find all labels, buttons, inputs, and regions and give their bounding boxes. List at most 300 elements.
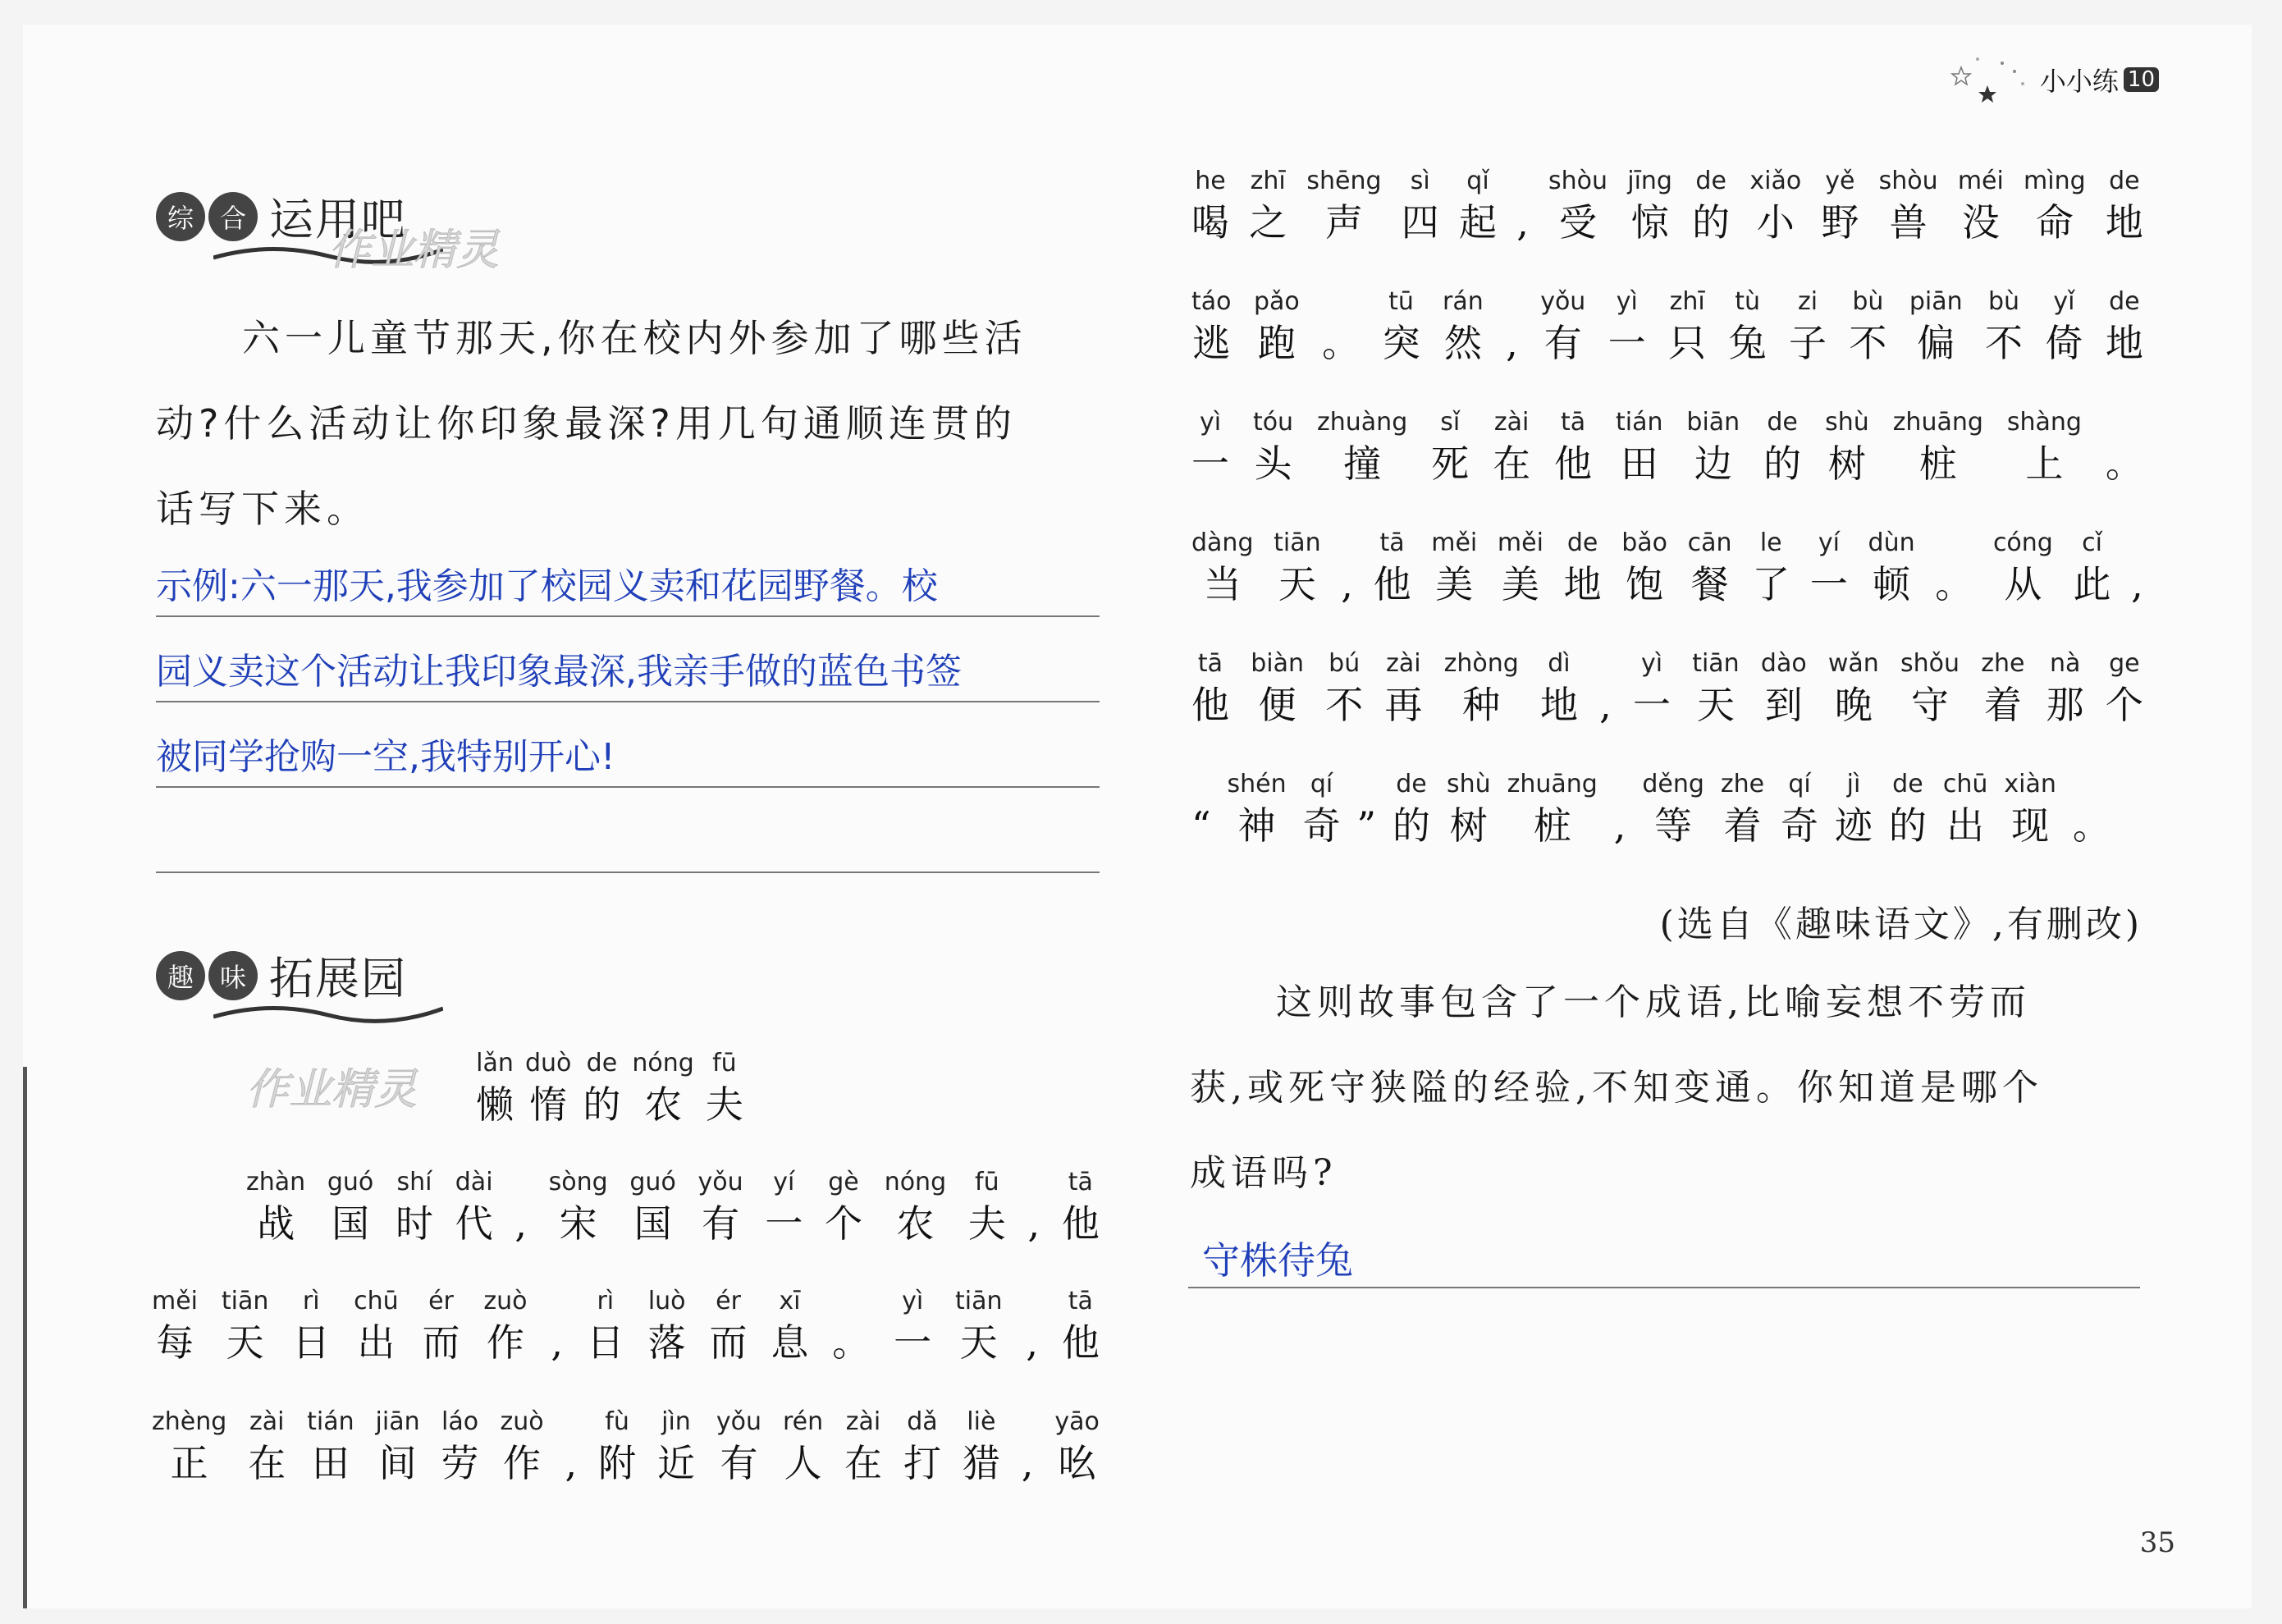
hanzi: “ bbox=[1191, 803, 1211, 848]
pinyin: biān bbox=[1686, 408, 1740, 437]
pinyin: sǐ bbox=[1440, 408, 1461, 437]
pinyin-character bbox=[1608, 285, 1646, 367]
pinyin-character bbox=[1303, 767, 1341, 849]
hanzi: 现 bbox=[2011, 803, 2050, 848]
pinyin: yì bbox=[1199, 408, 1222, 437]
pinyin-character bbox=[2106, 647, 2143, 729]
pinyin-character bbox=[1306, 164, 1381, 246]
pinyin: jīng bbox=[1627, 167, 1672, 195]
hanzi: , bbox=[551, 1320, 563, 1365]
pinyin-character bbox=[1692, 647, 1740, 729]
logo-char-1: 趣 bbox=[156, 951, 205, 1000]
pinyin-character bbox=[292, 1284, 330, 1366]
pinyin-character bbox=[1254, 285, 1300, 367]
pinyin: tā bbox=[1068, 1287, 1093, 1315]
hanzi: 地 bbox=[2105, 321, 2143, 365]
hanzi: 上 bbox=[2025, 441, 2064, 486]
hanzi: , bbox=[1516, 200, 1529, 245]
pinyin: xiàn bbox=[2004, 770, 2056, 798]
pinyin-character bbox=[963, 1405, 1000, 1487]
pinyin-character bbox=[1026, 1284, 1038, 1366]
pinyin-character bbox=[376, 1405, 420, 1487]
hanzi: 的 bbox=[1888, 803, 1927, 848]
pinyin-character bbox=[1540, 285, 1585, 367]
hanzi: 晚 bbox=[1834, 683, 1873, 727]
hanzi: 个 bbox=[825, 1201, 862, 1246]
pinyin-character bbox=[832, 1284, 870, 1366]
hanzi: 桩 bbox=[1533, 803, 1571, 848]
hanzi: 夫 bbox=[967, 1201, 1006, 1246]
hanzi: 不 bbox=[1985, 321, 2024, 365]
pinyin-character bbox=[1516, 164, 1529, 246]
hanzi: 的 bbox=[1393, 803, 1430, 848]
answer-rule-4 bbox=[156, 871, 1100, 873]
pinyin-character bbox=[2045, 285, 2083, 367]
pinyin: liè bbox=[967, 1407, 996, 1436]
hanzi: 没 bbox=[1961, 200, 2000, 245]
pinyin-character bbox=[483, 1284, 527, 1366]
pinyin: zài bbox=[1493, 408, 1530, 437]
hanzi: 跑 bbox=[1257, 321, 1296, 365]
pinyin-character bbox=[1893, 405, 1983, 487]
pinyin-character bbox=[549, 1165, 608, 1247]
pinyin: tù bbox=[1735, 287, 1760, 316]
pinyin: ér bbox=[716, 1287, 741, 1315]
pinyin: tiān bbox=[954, 1287, 1003, 1315]
pinyin-character bbox=[1022, 1405, 1034, 1487]
hanzi: 落 bbox=[647, 1320, 686, 1365]
pinyin-character bbox=[825, 1165, 862, 1247]
pinyin-character bbox=[598, 1405, 636, 1487]
hanzi: 天 bbox=[1278, 562, 1316, 606]
pinyin-character bbox=[1493, 405, 1530, 487]
hanzi: 美 bbox=[1435, 562, 1474, 606]
pinyin: zhuāng bbox=[1507, 770, 1598, 798]
hanzi: 头 bbox=[1254, 441, 1292, 486]
hanzi: 个 bbox=[2105, 683, 2143, 727]
exercise-label: 小小练 bbox=[2039, 66, 2119, 97]
answer-rule-1 bbox=[156, 615, 1100, 617]
pinyin-character bbox=[2106, 405, 2143, 487]
story-line bbox=[1191, 647, 2143, 729]
pinyin: zhe bbox=[1981, 649, 2025, 678]
hanzi: 息 bbox=[771, 1320, 809, 1365]
pinyin: fū bbox=[712, 1049, 737, 1077]
pinyin-character bbox=[1763, 405, 1801, 487]
hanzi: 突 bbox=[1382, 321, 1420, 365]
logo-char-2: 味 bbox=[208, 951, 258, 1000]
pinyin-character bbox=[1614, 767, 1626, 849]
pinyin-character bbox=[1789, 285, 1827, 367]
hanzi: , bbox=[1613, 803, 1626, 848]
story-line bbox=[246, 1165, 1100, 1247]
pinyin-character bbox=[246, 1165, 305, 1247]
pinyin-character bbox=[422, 1284, 460, 1366]
hanzi: 天 bbox=[1696, 683, 1735, 727]
pinyin-character bbox=[455, 1165, 493, 1247]
pinyin: qǐ bbox=[1466, 167, 1489, 195]
hanzi: 他 bbox=[1191, 683, 1229, 727]
pinyin: fù bbox=[605, 1407, 629, 1436]
pinyin-character bbox=[1749, 164, 1801, 246]
pinyin: dùn bbox=[1868, 528, 1915, 557]
hanzi: 人 bbox=[784, 1441, 822, 1485]
pinyin-character bbox=[551, 1284, 563, 1366]
hanzi: 一 bbox=[1633, 683, 1671, 727]
pinyin: zhī bbox=[1669, 287, 1705, 316]
hanzi: 不 bbox=[1325, 683, 1364, 727]
pinyin: guó bbox=[629, 1168, 676, 1196]
pinyin-character bbox=[1249, 164, 1287, 246]
hanzi: 奇 bbox=[1781, 803, 1819, 848]
pinyin-character bbox=[583, 1046, 620, 1128]
hanzi: 命 bbox=[2035, 200, 2074, 245]
pinyin: tiān bbox=[1692, 649, 1740, 678]
hanzi: 田 bbox=[311, 1441, 350, 1485]
hanzi: 着 bbox=[1983, 683, 2022, 727]
pinyin: bú bbox=[1328, 649, 1361, 678]
pinyin: le bbox=[1759, 528, 1782, 557]
pinyin: nóng bbox=[884, 1168, 947, 1196]
hanzi: 国 bbox=[633, 1201, 672, 1246]
hanzi: 正 bbox=[170, 1441, 208, 1485]
pinyin: zhe bbox=[1720, 770, 1765, 798]
hanzi: 地 bbox=[1539, 683, 1578, 727]
hanzi: 到 bbox=[1764, 683, 1803, 727]
pinyin-character bbox=[1825, 405, 1869, 487]
pinyin-character bbox=[1431, 526, 1477, 608]
pinyin: piān bbox=[1909, 287, 1963, 316]
pinyin-character bbox=[1729, 285, 1767, 367]
pinyin-character bbox=[525, 1046, 571, 1128]
hanzi: 再 bbox=[1384, 683, 1423, 727]
question-2 bbox=[1190, 960, 2146, 1216]
pinyin-character bbox=[2073, 767, 2111, 849]
hanzi: , bbox=[565, 1441, 578, 1485]
hanzi: , bbox=[1341, 562, 1353, 606]
pinyin: tián bbox=[1615, 408, 1663, 437]
hanzi: 。 bbox=[832, 1320, 871, 1365]
hanzi: 兔 bbox=[1728, 321, 1767, 365]
pinyin-character bbox=[1191, 647, 1229, 729]
hanzi: 作 bbox=[503, 1441, 542, 1485]
pinyin-character bbox=[1431, 405, 1469, 487]
pinyin-character bbox=[1384, 647, 1422, 729]
pinyin-character bbox=[2131, 526, 2143, 608]
pinyin-character bbox=[1599, 647, 1612, 729]
binding-edge bbox=[23, 1067, 27, 1608]
pinyin: nà bbox=[2049, 649, 2081, 678]
logo-char-1: 综 bbox=[156, 192, 205, 241]
pinyin-character bbox=[1191, 526, 1253, 608]
pinyin-character bbox=[1498, 526, 1543, 608]
pinyin-character bbox=[1909, 285, 1963, 367]
pinyin: zuò bbox=[500, 1407, 544, 1436]
pinyin: duò bbox=[525, 1049, 572, 1077]
pinyin-character bbox=[1616, 405, 1663, 487]
pinyin: de bbox=[586, 1049, 618, 1077]
pinyin: cān bbox=[1687, 528, 1732, 557]
hanzi: 他 bbox=[1554, 441, 1593, 486]
hanzi: , bbox=[1026, 1320, 1038, 1365]
pinyin-character bbox=[1383, 285, 1420, 367]
pinyin-character bbox=[706, 1046, 743, 1128]
hanzi: 有 bbox=[1543, 321, 1582, 365]
hanzi: 。 bbox=[1322, 321, 1361, 365]
hanzi: 而 bbox=[422, 1320, 460, 1365]
hanzi: 美 bbox=[1501, 562, 1539, 606]
hanzi: 奇 bbox=[1302, 803, 1341, 848]
hanzi: 惊 bbox=[1630, 200, 1669, 245]
pinyin-character bbox=[698, 1165, 743, 1247]
hanzi: 他 bbox=[1373, 562, 1411, 606]
logo-title: 运用吧 bbox=[269, 194, 407, 245]
pinyin: dào bbox=[1760, 649, 1807, 678]
pinyin-character bbox=[1900, 647, 1960, 729]
pinyin-character bbox=[1943, 767, 1988, 849]
hanzi: 边 bbox=[1694, 441, 1732, 486]
question-1-line-2: 动?什么活动让你印象最深?用几句通顺连贯的 bbox=[156, 401, 1017, 446]
hanzi: 着 bbox=[1723, 803, 1762, 848]
hanzi: 劳 bbox=[441, 1441, 479, 1485]
hanzi: 一 bbox=[1191, 441, 1229, 486]
pinyin-character bbox=[710, 1284, 748, 1366]
hanzi: 战 bbox=[257, 1201, 295, 1246]
hanzi: 餐 bbox=[1690, 562, 1729, 606]
pinyin-character bbox=[1062, 1165, 1100, 1247]
pinyin-character bbox=[1251, 647, 1304, 729]
hanzi: 时 bbox=[395, 1201, 433, 1246]
hanzi: 地 bbox=[2105, 200, 2143, 245]
pinyin-character bbox=[1752, 526, 1790, 608]
pinyin: gè bbox=[828, 1168, 859, 1196]
pinyin-character bbox=[1554, 405, 1592, 487]
pinyin: tóu bbox=[1252, 408, 1294, 437]
pinyin: zhèng bbox=[152, 1407, 227, 1436]
hanzi: 一 bbox=[1809, 562, 1848, 606]
hanzi: 逃 bbox=[1192, 321, 1231, 365]
hanzi: 农 bbox=[896, 1201, 935, 1246]
pinyin-character bbox=[1781, 767, 1818, 849]
source-citation: (选自《趣味语文》,有删改) bbox=[1659, 903, 2143, 945]
pinyin-character bbox=[1564, 526, 1602, 608]
pinyin-character bbox=[514, 1165, 527, 1247]
hanzi: 而 bbox=[709, 1320, 748, 1365]
pinyin: guó bbox=[327, 1168, 374, 1196]
pinyin: luò bbox=[647, 1287, 686, 1315]
story-line bbox=[1191, 405, 2143, 487]
pinyin: shí bbox=[396, 1168, 432, 1196]
pinyin: yí bbox=[773, 1168, 795, 1196]
pinyin: děng bbox=[1642, 770, 1704, 798]
hanzi: 倚 bbox=[2045, 321, 2083, 365]
hanzi: , bbox=[514, 1201, 527, 1246]
hanzi: 守 bbox=[1911, 683, 1950, 727]
hanzi: 那 bbox=[2046, 683, 2084, 727]
pinyin-character bbox=[1621, 526, 1667, 608]
hanzi: 田 bbox=[1620, 441, 1658, 486]
pinyin-character bbox=[2004, 767, 2056, 849]
answer-rule-2 bbox=[156, 701, 1100, 702]
pinyin-character bbox=[783, 1405, 823, 1487]
pinyin-character bbox=[1889, 767, 1927, 849]
pinyin-character bbox=[1828, 647, 1879, 729]
pinyin-character bbox=[152, 1284, 198, 1366]
pinyin: de bbox=[1396, 770, 1427, 798]
pinyin: zài bbox=[249, 1407, 285, 1436]
question-1 bbox=[156, 295, 1108, 551]
hanzi: 小 bbox=[1756, 200, 1795, 245]
pinyin-character bbox=[1062, 1284, 1100, 1366]
pinyin-character bbox=[1810, 526, 1848, 608]
logo-char-2: 合 bbox=[208, 192, 258, 241]
pinyin-character bbox=[903, 1405, 941, 1487]
pinyin: shàng bbox=[2006, 408, 2082, 437]
question-2-line-3: 成语吗? bbox=[1190, 1152, 1338, 1194]
pinyin-character bbox=[1459, 164, 1497, 246]
pinyin: shòu bbox=[1878, 167, 1938, 195]
pinyin-character bbox=[894, 1284, 931, 1366]
pinyin: shù bbox=[1825, 408, 1869, 437]
pinyin: chū bbox=[1942, 770, 1988, 798]
pinyin: yāo bbox=[1054, 1407, 1100, 1436]
hanzi: 兽 bbox=[1889, 200, 1928, 245]
pinyin-character bbox=[955, 1284, 1003, 1366]
hanzi: 懒 bbox=[476, 1082, 514, 1127]
hanzi: , bbox=[1599, 683, 1612, 727]
pinyin: dài bbox=[455, 1168, 493, 1196]
pinyin-character bbox=[1374, 526, 1411, 608]
pinyin-character bbox=[1835, 767, 1873, 849]
pinyin-character bbox=[222, 1284, 269, 1366]
pinyin: fū bbox=[975, 1168, 999, 1196]
hanzi: 等 bbox=[1654, 803, 1693, 848]
pinyin: méi bbox=[1957, 167, 2004, 195]
pinyin-character bbox=[1341, 526, 1353, 608]
pinyin: rì bbox=[302, 1287, 320, 1315]
hanzi: 有 bbox=[702, 1201, 740, 1246]
hanzi: 此 bbox=[2073, 562, 2111, 606]
pinyin-character bbox=[2074, 526, 2111, 608]
pinyin-character bbox=[1993, 526, 2053, 608]
pinyin-character bbox=[1868, 526, 1915, 608]
pinyin: yì bbox=[1616, 287, 1638, 316]
pinyin-character bbox=[1507, 767, 1598, 849]
hanzi: 一 bbox=[765, 1201, 803, 1246]
pinyin-character bbox=[1444, 647, 1519, 729]
pinyin: dàng bbox=[1191, 528, 1254, 557]
pinyin: yì bbox=[902, 1287, 924, 1315]
pinyin-character bbox=[500, 1405, 543, 1487]
pinyin: de bbox=[1695, 167, 1726, 195]
story-line bbox=[152, 1405, 1100, 1487]
pinyin-character bbox=[1274, 526, 1321, 608]
hanzi: 树 bbox=[1449, 803, 1488, 848]
pinyin-character bbox=[1540, 647, 1578, 729]
hanzi: 出 bbox=[1946, 803, 1985, 848]
hanzi: 了 bbox=[1752, 562, 1790, 606]
pinyin: zài bbox=[1386, 649, 1421, 678]
pinyin: rán bbox=[1442, 287, 1484, 316]
pinyin-character bbox=[1981, 647, 2024, 729]
pinyin-character bbox=[1761, 647, 1807, 729]
hanzi: , bbox=[1021, 1441, 1034, 1485]
pinyin-character bbox=[716, 1405, 761, 1487]
pinyin-character bbox=[1668, 285, 1706, 367]
hanzi: 他 bbox=[1061, 1201, 1100, 1246]
pinyin: de bbox=[2109, 287, 2140, 316]
pinyin-character bbox=[1849, 285, 1886, 367]
hanzi: 他 bbox=[1061, 1320, 1100, 1365]
hanzi: 便 bbox=[1258, 683, 1296, 727]
answer-2: 守株待兔 bbox=[1202, 1238, 1353, 1283]
pinyin: wǎn bbox=[1827, 649, 1879, 678]
pinyin: zhī bbox=[1250, 167, 1286, 195]
pinyin-character bbox=[1028, 1165, 1040, 1247]
pinyin-character bbox=[1686, 405, 1740, 487]
hanzi: ” bbox=[1356, 803, 1377, 848]
pinyin-character bbox=[885, 1165, 946, 1247]
pinyin-character bbox=[1443, 285, 1484, 367]
pinyin-character bbox=[1548, 164, 1607, 246]
pinyin: zhòng bbox=[1443, 649, 1519, 678]
pinyin: ge bbox=[2109, 649, 2140, 678]
exercise-number-badge: 10 bbox=[2124, 67, 2159, 92]
hanzi: 天 bbox=[226, 1320, 264, 1365]
hanzi: 声 bbox=[1324, 200, 1363, 245]
hanzi: 喝 bbox=[1191, 200, 1229, 245]
pinyin: jì bbox=[1846, 770, 1861, 798]
story-line bbox=[1191, 526, 2143, 608]
pinyin: zhuàng bbox=[1317, 408, 1408, 437]
hanzi: 一 bbox=[894, 1320, 932, 1365]
pinyin-character bbox=[1821, 164, 1859, 246]
pinyin: yě bbox=[1825, 167, 1855, 195]
watermark-middle: 作业精灵 bbox=[246, 1065, 418, 1114]
pinyin: zi bbox=[1797, 287, 1818, 316]
pinyin-character bbox=[765, 1165, 803, 1247]
pinyin: qí bbox=[1788, 770, 1811, 798]
pinyin: tián bbox=[307, 1407, 354, 1436]
pinyin-character bbox=[152, 1405, 226, 1487]
pinyin: de bbox=[2109, 167, 2140, 195]
hanzi: 迹 bbox=[1834, 803, 1873, 848]
hanzi: 种 bbox=[1462, 683, 1501, 727]
hanzi: 然 bbox=[1443, 321, 1482, 365]
pinyin-character bbox=[968, 1165, 1006, 1247]
pinyin-character bbox=[1357, 767, 1377, 849]
swoosh-decoration-icon bbox=[213, 1000, 443, 1025]
hanzi: 受 bbox=[1559, 200, 1598, 245]
story-line bbox=[152, 1284, 1100, 1366]
question-2-line-1: 这则故事包含了一个成语,比喻妄想不劳而 bbox=[1276, 981, 2031, 1023]
pinyin-character bbox=[396, 1165, 433, 1247]
pinyin: měi bbox=[1431, 528, 1478, 557]
pinyin: yí bbox=[1818, 528, 1840, 557]
section-logo-fun-extension bbox=[156, 944, 407, 1007]
pinyin-character bbox=[2046, 647, 2084, 729]
hanzi: 国 bbox=[332, 1201, 370, 1246]
answer-1-line-1: 示例:六一那天,我参加了校园义卖和花园野餐。校 bbox=[156, 565, 938, 607]
hanzi: 的 bbox=[1763, 441, 1802, 486]
pinyin: yǒu bbox=[716, 1407, 762, 1436]
pinyin: dì bbox=[1548, 649, 1571, 678]
pinyin-character bbox=[354, 1284, 399, 1366]
pinyin-character bbox=[1402, 164, 1439, 246]
pinyin-character bbox=[1253, 405, 1293, 487]
hanzi: 间 bbox=[378, 1441, 417, 1485]
pinyin-character bbox=[2106, 285, 2143, 367]
